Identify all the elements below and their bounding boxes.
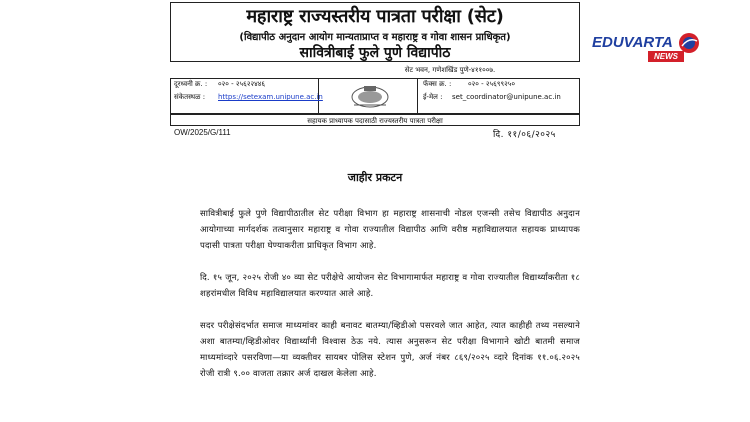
paragraph-3: सदर परीक्षेसंदर्भात समाज माध्यमांवर काही बनावट बातम्या/व्हिडीओ पसरवले जात आहेत, त्यात काहीही तथ्य नसल्याने अशा बातम्या/व्हिडीओवर विद्यार्थ्यांनी विश्वास ठेऊ नये. त्यास अनुसरून सेट परीक्षा विभागाने खोटी बातमी समाज माध्यमांव्दारे पसरविणा—या व्यक्तीवर सायबर पोलिस स्टेशन पुणे, अर्ज नंबर ८६९/२०२५ व्दारे दिनांक ११.०६.२०२५ रोजी रात्री ९.०० वाजता तक्रार अर्ज दाखल केलेला आहे. bbox=[200, 321, 580, 379]
notice-title: जाहीर प्रकटन bbox=[347, 171, 403, 184]
logo-text-varta: VARTA bbox=[623, 34, 673, 51]
university-name: सावित्रीबाई फुले पुणे विद्यापीठ bbox=[299, 45, 451, 61]
exam-banner: सहायक प्राध्यापक पदासाठी राज्यस्तरीय पात्रता परीक्षा bbox=[170, 114, 580, 126]
exam-title: महाराष्ट्र राज्यस्तरीय पात्रता परीक्षा (सेट) bbox=[246, 6, 504, 27]
email-label: ई-मेल : bbox=[423, 93, 443, 101]
fax-value: ०२० - २५६९९२५० bbox=[468, 80, 516, 88]
university-emblem bbox=[350, 83, 390, 109]
eduvarta-logo bbox=[592, 30, 702, 66]
phone-label: दूरध्वनी क्र. : bbox=[174, 80, 208, 88]
fax-label: फॅक्स क्र. : bbox=[423, 80, 452, 88]
notice-date: दि. ११/०६/२०२५ bbox=[493, 130, 556, 140]
website-link[interactable]: https://setexam.unipune.ac.in bbox=[218, 93, 323, 101]
office-address: सेट भवन, गणेशखिंड पुणे-४११००७. bbox=[404, 66, 496, 74]
logo-text-edu: EDU bbox=[592, 34, 624, 51]
outward-number: OW/2025/G/111 bbox=[174, 128, 231, 137]
phone-value: ०२० - २५६२२४४६ bbox=[218, 80, 266, 88]
website-label: संकेतस्थळ : bbox=[174, 93, 206, 101]
logo-news-tag: NEWS bbox=[648, 51, 684, 62]
contact-divider-right bbox=[417, 78, 418, 114]
paragraph-1: सावित्रीबाई फुले पुणे विद्यापीठातील सेट परीक्षा विभाग हा महाराष्ट्र शासनाची नोडल एजन्सी तसेच विद्यापीठ अनुदान आयोगाच्या मार्गदर्शक तत्वानुसार महाराष्ट्र व गोवा राज्यातील विद्यापीठ आणि वरीष्ठ महाविद्यालयात सहायक प्राध्यापक पदासी पात्रता परीक्षा घेण्याकरीता प्राधिकृत विभाग आहे. bbox=[200, 209, 580, 251]
paragraph-2: दि. १५ जून, २०२५ रोजी ४० व्या सेट परीक्षेचे आयोजन सेट विभागामार्फत महाराष्ट्र व गोवा राज्यातील विद्यार्थ्यांकरीता १८ शहरांमधील विविध महाविद्यालयात करण्यात आले आहे. bbox=[200, 273, 580, 299]
exam-subtitle: (विद्यापीठ अनुदान आयोग मान्यताप्राप्त व महाराष्ट्र व गोवा शासन प्राधिकृत) bbox=[239, 32, 511, 43]
email-value: set_coordinator@unipune.ac.in bbox=[452, 93, 561, 101]
